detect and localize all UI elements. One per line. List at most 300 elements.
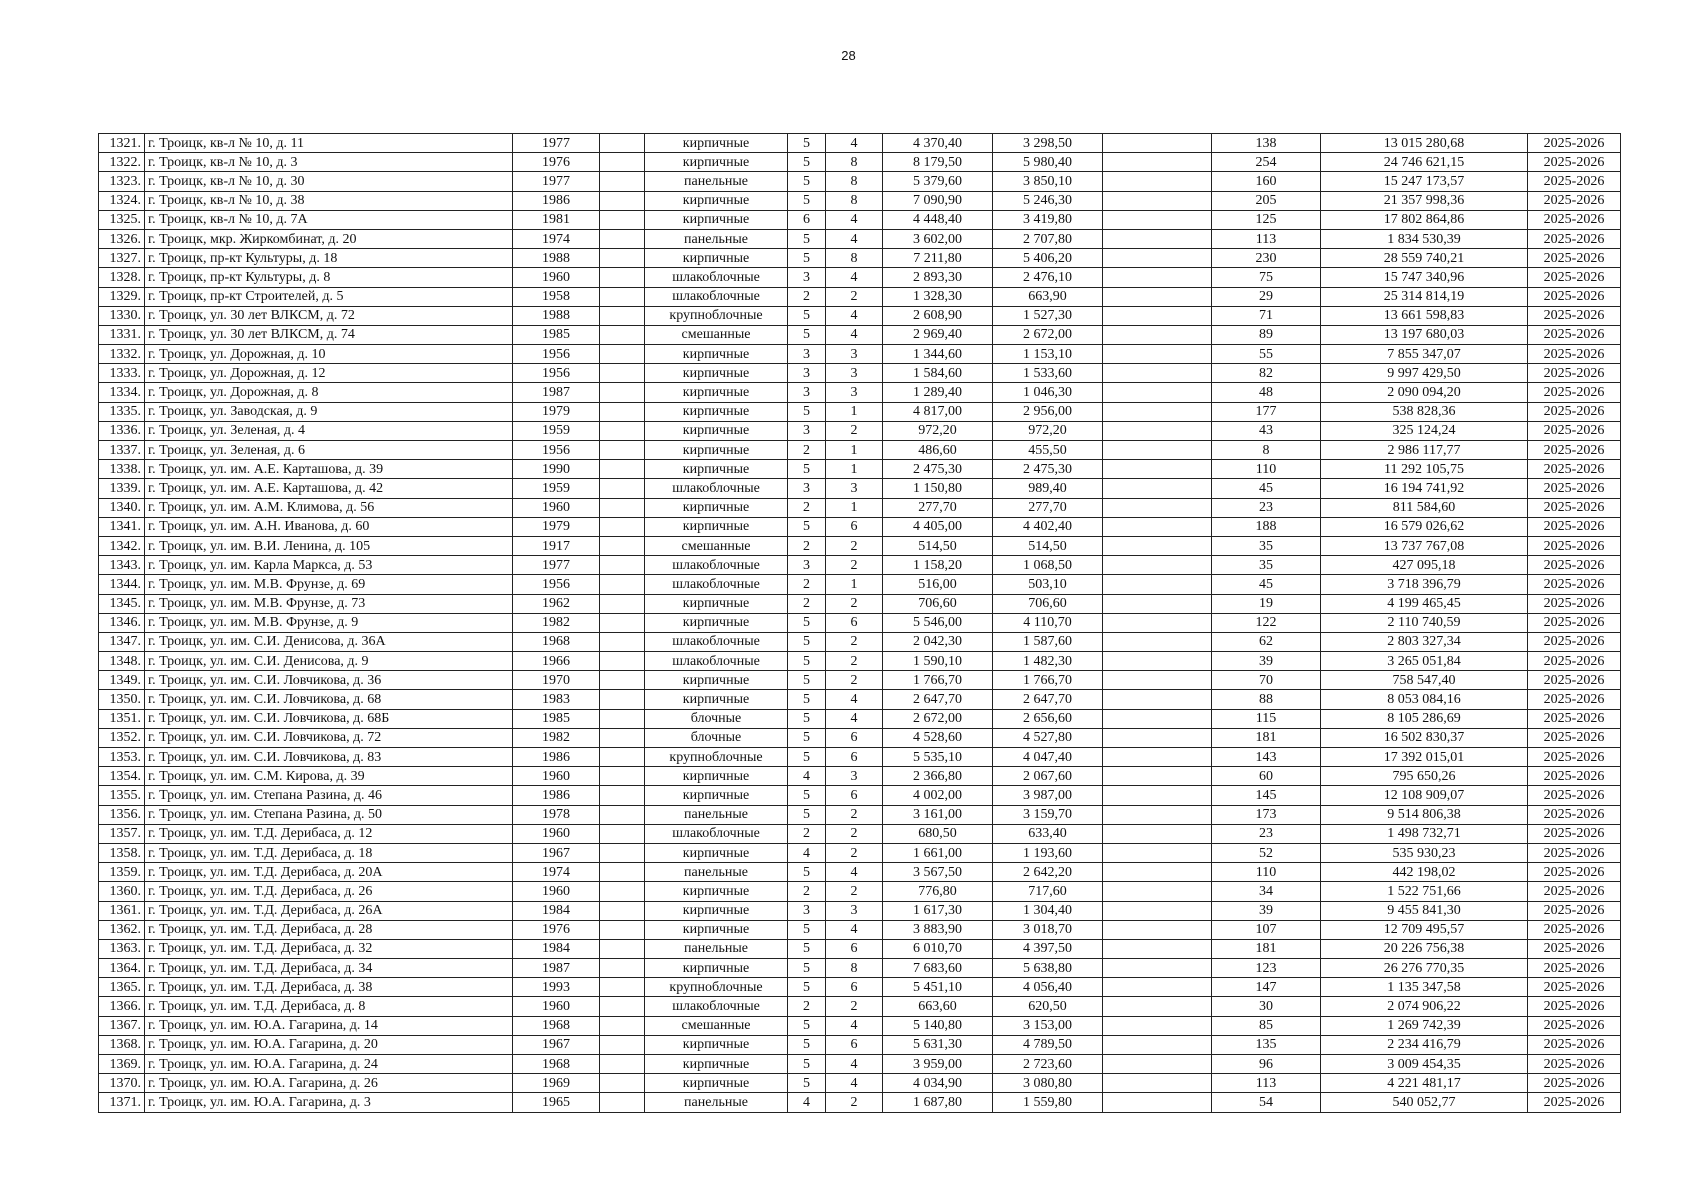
year-built-cell: 1968 <box>513 1055 600 1074</box>
wall-material-cell: кирпичные <box>645 153 788 172</box>
address-cell: г. Троицк, ул. им. Ю.А. Гагарина, д. 3 <box>145 1093 513 1112</box>
year-built-cell: 1966 <box>513 652 600 671</box>
total-area-cell: 1 158,20 <box>883 556 993 575</box>
entrances-cell: 6 <box>826 978 883 997</box>
table-row <box>99 364 1621 383</box>
wall-material-cell: смешанные <box>645 325 788 344</box>
residents-cell: 122 <box>1212 613 1321 632</box>
cost-cell: 11 292 105,75 <box>1321 460 1528 479</box>
empty-cell <box>1103 249 1212 268</box>
table-row <box>99 172 1621 191</box>
row-number-cell: 1358. <box>99 843 145 862</box>
housing-registry-table <box>98 133 1621 1113</box>
wall-material-cell: панельные <box>645 172 788 191</box>
year-built-cell: 1977 <box>513 556 600 575</box>
floors-cell: 5 <box>788 517 826 536</box>
address-cell: г. Троицк, ул. им. Степана Разина, д. 46 <box>145 786 513 805</box>
period-cell: 2025-2026 <box>1528 1074 1621 1093</box>
address-cell: г. Троицк, ул. им. С.И. Денисова, д. 36А <box>145 632 513 651</box>
empty-cell <box>600 1093 645 1112</box>
living-area-cell: 3 419,80 <box>993 210 1103 229</box>
residents-cell: 135 <box>1212 1035 1321 1054</box>
floors-cell: 5 <box>788 325 826 344</box>
floors-cell: 5 <box>788 613 826 632</box>
residents-cell: 23 <box>1212 824 1321 843</box>
entrances-cell: 4 <box>826 229 883 248</box>
table-row <box>99 229 1621 248</box>
empty-cell <box>600 421 645 440</box>
table-body <box>99 134 1621 1113</box>
row-number-cell: 1322. <box>99 153 145 172</box>
floors-cell: 3 <box>788 479 826 498</box>
cost-cell: 21 357 998,36 <box>1321 191 1528 210</box>
entrances-cell: 2 <box>826 882 883 901</box>
entrances-cell: 2 <box>826 671 883 690</box>
year-built-cell: 1958 <box>513 287 600 306</box>
empty-cell <box>600 575 645 594</box>
entrances-cell: 2 <box>826 594 883 613</box>
address-cell: г. Троицк, ул. им. Ю.А. Гагарина, д. 20 <box>145 1035 513 1054</box>
wall-material-cell: кирпичные <box>645 613 788 632</box>
empty-cell <box>600 767 645 786</box>
cost-cell: 8 053 084,16 <box>1321 690 1528 709</box>
wall-material-cell: шлакоблочные <box>645 268 788 287</box>
living-area-cell: 3 153,00 <box>993 1016 1103 1035</box>
address-cell: г. Троицк, ул. им. Ю.А. Гагарина, д. 14 <box>145 1016 513 1035</box>
residents-cell: 71 <box>1212 306 1321 325</box>
address-cell: г. Троицк, ул. им. Т.Д. Дерибаса, д. 8 <box>145 997 513 1016</box>
row-number-cell: 1336. <box>99 421 145 440</box>
row-number-cell: 1329. <box>99 287 145 306</box>
wall-material-cell: панельные <box>645 1093 788 1112</box>
empty-cell <box>600 210 645 229</box>
row-number-cell: 1366. <box>99 997 145 1016</box>
wall-material-cell: кирпичные <box>645 402 788 421</box>
empty-cell <box>1103 652 1212 671</box>
row-number-cell: 1331. <box>99 325 145 344</box>
empty-cell <box>1103 441 1212 460</box>
entrances-cell: 3 <box>826 383 883 402</box>
total-area-cell: 1 289,40 <box>883 383 993 402</box>
empty-cell <box>600 402 645 421</box>
residents-cell: 181 <box>1212 939 1321 958</box>
cost-cell: 1 522 751,66 <box>1321 882 1528 901</box>
residents-cell: 39 <box>1212 901 1321 920</box>
entrances-cell: 3 <box>826 345 883 364</box>
residents-cell: 110 <box>1212 863 1321 882</box>
cost-cell: 3 718 396,79 <box>1321 575 1528 594</box>
address-cell: г. Троицк, пр-кт Культуры, д. 8 <box>145 268 513 287</box>
residents-cell: 254 <box>1212 153 1321 172</box>
residents-cell: 85 <box>1212 1016 1321 1035</box>
address-cell: г. Троицк, ул. им. Т.Д. Дерибаса, д. 26А <box>145 901 513 920</box>
residents-cell: 160 <box>1212 172 1321 191</box>
period-cell: 2025-2026 <box>1528 268 1621 287</box>
empty-cell <box>600 959 645 978</box>
year-built-cell: 1982 <box>513 728 600 747</box>
empty-cell <box>1103 709 1212 728</box>
living-area-cell: 2 475,30 <box>993 460 1103 479</box>
entrances-cell: 2 <box>826 287 883 306</box>
table-row <box>99 920 1621 939</box>
table-row <box>99 134 1621 153</box>
year-built-cell: 1974 <box>513 229 600 248</box>
row-number-cell: 1364. <box>99 959 145 978</box>
wall-material-cell: кирпичные <box>645 767 788 786</box>
living-area-cell: 3 159,70 <box>993 805 1103 824</box>
living-area-cell: 4 056,40 <box>993 978 1103 997</box>
living-area-cell: 1 587,60 <box>993 632 1103 651</box>
wall-material-cell: кирпичные <box>645 364 788 383</box>
cost-cell: 2 803 327,34 <box>1321 632 1528 651</box>
empty-cell <box>600 997 645 1016</box>
table-row <box>99 997 1621 1016</box>
row-number-cell: 1370. <box>99 1074 145 1093</box>
living-area-cell: 2 067,60 <box>993 767 1103 786</box>
empty-cell <box>1103 690 1212 709</box>
floors-cell: 5 <box>788 402 826 421</box>
living-area-cell: 663,90 <box>993 287 1103 306</box>
residents-cell: 113 <box>1212 1074 1321 1093</box>
total-area-cell: 6 010,70 <box>883 939 993 958</box>
year-built-cell: 1974 <box>513 863 600 882</box>
empty-cell <box>600 728 645 747</box>
living-area-cell: 1 153,10 <box>993 345 1103 364</box>
entrances-cell: 8 <box>826 153 883 172</box>
cost-cell: 3 265 051,84 <box>1321 652 1528 671</box>
table-row <box>99 1055 1621 1074</box>
row-number-cell: 1346. <box>99 613 145 632</box>
entrances-cell: 4 <box>826 306 883 325</box>
period-cell: 2025-2026 <box>1528 690 1621 709</box>
entrances-cell: 6 <box>826 613 883 632</box>
cost-cell: 427 095,18 <box>1321 556 1528 575</box>
residents-cell: 43 <box>1212 421 1321 440</box>
floors-cell: 5 <box>788 671 826 690</box>
entrances-cell: 2 <box>826 1093 883 1112</box>
cost-cell: 811 584,60 <box>1321 498 1528 517</box>
cost-cell: 12 709 495,57 <box>1321 920 1528 939</box>
period-cell: 2025-2026 <box>1528 805 1621 824</box>
cost-cell: 538 828,36 <box>1321 402 1528 421</box>
year-built-cell: 1960 <box>513 997 600 1016</box>
empty-cell <box>600 1074 645 1093</box>
residents-cell: 107 <box>1212 920 1321 939</box>
living-area-cell: 2 672,00 <box>993 325 1103 344</box>
wall-material-cell: кирпичные <box>645 959 788 978</box>
table-row <box>99 460 1621 479</box>
empty-cell <box>600 134 645 153</box>
residents-cell: 23 <box>1212 498 1321 517</box>
total-area-cell: 4 405,00 <box>883 517 993 536</box>
floors-cell: 5 <box>788 652 826 671</box>
table-row <box>99 498 1621 517</box>
empty-cell <box>1103 939 1212 958</box>
empty-cell <box>1103 997 1212 1016</box>
row-number-cell: 1368. <box>99 1035 145 1054</box>
wall-material-cell: кирпичные <box>645 421 788 440</box>
floors-cell: 5 <box>788 690 826 709</box>
total-area-cell: 486,60 <box>883 441 993 460</box>
year-built-cell: 1965 <box>513 1093 600 1112</box>
living-area-cell: 2 656,60 <box>993 709 1103 728</box>
total-area-cell: 2 366,80 <box>883 767 993 786</box>
empty-cell <box>1103 843 1212 862</box>
empty-cell <box>1103 882 1212 901</box>
floors-cell: 5 <box>788 920 826 939</box>
entrances-cell: 4 <box>826 863 883 882</box>
residents-cell: 29 <box>1212 287 1321 306</box>
table-row <box>99 402 1621 421</box>
row-number-cell: 1350. <box>99 690 145 709</box>
living-area-cell: 3 018,70 <box>993 920 1103 939</box>
row-number-cell: 1347. <box>99 632 145 651</box>
table-row <box>99 153 1621 172</box>
total-area-cell: 2 475,30 <box>883 460 993 479</box>
cost-cell: 1 498 732,71 <box>1321 824 1528 843</box>
period-cell: 2025-2026 <box>1528 632 1621 651</box>
empty-cell <box>1103 536 1212 555</box>
table-row <box>99 536 1621 555</box>
year-built-cell: 1917 <box>513 536 600 555</box>
empty-cell <box>600 594 645 613</box>
address-cell: г. Троицк, ул. им. М.В. Фрунзе, д. 73 <box>145 594 513 613</box>
year-built-cell: 1984 <box>513 939 600 958</box>
table-row <box>99 383 1621 402</box>
total-area-cell: 277,70 <box>883 498 993 517</box>
empty-cell <box>1103 824 1212 843</box>
year-built-cell: 1986 <box>513 191 600 210</box>
residents-cell: 173 <box>1212 805 1321 824</box>
empty-cell <box>600 249 645 268</box>
cost-cell: 2 986 117,77 <box>1321 441 1528 460</box>
year-built-cell: 1979 <box>513 517 600 536</box>
residents-cell: 82 <box>1212 364 1321 383</box>
period-cell: 2025-2026 <box>1528 671 1621 690</box>
row-number-cell: 1359. <box>99 863 145 882</box>
address-cell: г. Троицк, ул. 30 лет ВЛКСМ, д. 74 <box>145 325 513 344</box>
empty-cell <box>1103 671 1212 690</box>
total-area-cell: 663,60 <box>883 997 993 1016</box>
entrances-cell: 8 <box>826 191 883 210</box>
empty-cell <box>1103 210 1212 229</box>
entrances-cell: 3 <box>826 364 883 383</box>
living-area-cell: 3 987,00 <box>993 786 1103 805</box>
entrances-cell: 4 <box>826 134 883 153</box>
cost-cell: 17 392 015,01 <box>1321 748 1528 767</box>
address-cell: г. Троицк, ул. им. Т.Д. Дерибаса, д. 18 <box>145 843 513 862</box>
residents-cell: 188 <box>1212 517 1321 536</box>
living-area-cell: 5 246,30 <box>993 191 1103 210</box>
floors-cell: 3 <box>788 383 826 402</box>
row-number-cell: 1325. <box>99 210 145 229</box>
wall-material-cell: крупноблочные <box>645 306 788 325</box>
entrances-cell: 3 <box>826 901 883 920</box>
residents-cell: 34 <box>1212 882 1321 901</box>
total-area-cell: 7 211,80 <box>883 249 993 268</box>
total-area-cell: 1 617,30 <box>883 901 993 920</box>
wall-material-cell: шлакоблочные <box>645 824 788 843</box>
empty-cell <box>600 843 645 862</box>
wall-material-cell: кирпичные <box>645 671 788 690</box>
address-cell: г. Троицк, ул. им. Т.Д. Дерибаса, д. 38 <box>145 978 513 997</box>
wall-material-cell: кирпичные <box>645 517 788 536</box>
wall-material-cell: крупноблочные <box>645 978 788 997</box>
row-number-cell: 1330. <box>99 306 145 325</box>
period-cell: 2025-2026 <box>1528 172 1621 191</box>
floors-cell: 3 <box>788 268 826 287</box>
table-row <box>99 652 1621 671</box>
empty-cell <box>600 709 645 728</box>
table-row <box>99 517 1621 536</box>
total-area-cell: 4 002,00 <box>883 786 993 805</box>
residents-cell: 35 <box>1212 556 1321 575</box>
living-area-cell: 2 476,10 <box>993 268 1103 287</box>
empty-cell <box>1103 172 1212 191</box>
year-built-cell: 1977 <box>513 172 600 191</box>
empty-cell <box>1103 383 1212 402</box>
address-cell: г. Троицк, ул. Зеленая, д. 4 <box>145 421 513 440</box>
wall-material-cell: блочные <box>645 728 788 747</box>
living-area-cell: 1 193,60 <box>993 843 1103 862</box>
wall-material-cell: смешанные <box>645 536 788 555</box>
floors-cell: 5 <box>788 249 826 268</box>
empty-cell <box>1103 920 1212 939</box>
total-area-cell: 1 766,70 <box>883 671 993 690</box>
wall-material-cell: блочные <box>645 709 788 728</box>
residents-cell: 125 <box>1212 210 1321 229</box>
period-cell: 2025-2026 <box>1528 843 1621 862</box>
period-cell: 2025-2026 <box>1528 901 1621 920</box>
period-cell: 2025-2026 <box>1528 325 1621 344</box>
period-cell: 2025-2026 <box>1528 882 1621 901</box>
total-area-cell: 7 683,60 <box>883 959 993 978</box>
period-cell: 2025-2026 <box>1528 460 1621 479</box>
empty-cell <box>1103 229 1212 248</box>
total-area-cell: 3 161,00 <box>883 805 993 824</box>
total-area-cell: 1 584,60 <box>883 364 993 383</box>
period-cell: 2025-2026 <box>1528 536 1621 555</box>
address-cell: г. Троицк, ул. им. Т.Д. Дерибаса, д. 12 <box>145 824 513 843</box>
period-cell: 2025-2026 <box>1528 421 1621 440</box>
wall-material-cell: шлакоблочные <box>645 652 788 671</box>
year-built-cell: 1988 <box>513 249 600 268</box>
total-area-cell: 1 344,60 <box>883 345 993 364</box>
cost-cell: 3 009 454,35 <box>1321 1055 1528 1074</box>
entrances-cell: 3 <box>826 767 883 786</box>
entrances-cell: 3 <box>826 479 883 498</box>
residents-cell: 54 <box>1212 1093 1321 1112</box>
row-number-cell: 1369. <box>99 1055 145 1074</box>
empty-cell <box>1103 191 1212 210</box>
living-area-cell: 717,60 <box>993 882 1103 901</box>
total-area-cell: 706,60 <box>883 594 993 613</box>
period-cell: 2025-2026 <box>1528 153 1621 172</box>
cost-cell: 9 997 429,50 <box>1321 364 1528 383</box>
wall-material-cell: шлакоблочные <box>645 997 788 1016</box>
living-area-cell: 503,10 <box>993 575 1103 594</box>
table-row <box>99 863 1621 882</box>
table-row <box>99 613 1621 632</box>
table-row <box>99 306 1621 325</box>
year-built-cell: 1977 <box>513 134 600 153</box>
empty-cell <box>1103 805 1212 824</box>
empty-cell <box>600 479 645 498</box>
row-number-cell: 1323. <box>99 172 145 191</box>
empty-cell <box>600 786 645 805</box>
residents-cell: 96 <box>1212 1055 1321 1074</box>
living-area-cell: 3 080,80 <box>993 1074 1103 1093</box>
floors-cell: 2 <box>788 594 826 613</box>
table-row <box>99 479 1621 498</box>
period-cell: 2025-2026 <box>1528 345 1621 364</box>
empty-cell <box>600 939 645 958</box>
wall-material-cell: панельные <box>645 229 788 248</box>
address-cell: г. Троицк, ул. им. Ю.А. Гагарина, д. 26 <box>145 1074 513 1093</box>
residents-cell: 35 <box>1212 536 1321 555</box>
year-built-cell: 1986 <box>513 748 600 767</box>
floors-cell: 2 <box>788 824 826 843</box>
year-built-cell: 1960 <box>513 882 600 901</box>
empty-cell <box>1103 767 1212 786</box>
address-cell: г. Троицк, ул. Дорожная, д. 10 <box>145 345 513 364</box>
floors-cell: 3 <box>788 364 826 383</box>
row-number-cell: 1357. <box>99 824 145 843</box>
total-area-cell: 2 672,00 <box>883 709 993 728</box>
total-area-cell: 2 893,30 <box>883 268 993 287</box>
living-area-cell: 4 110,70 <box>993 613 1103 632</box>
floors-cell: 4 <box>788 843 826 862</box>
empty-cell <box>600 748 645 767</box>
empty-cell <box>600 325 645 344</box>
total-area-cell: 5 546,00 <box>883 613 993 632</box>
wall-material-cell: кирпичные <box>645 383 788 402</box>
residents-cell: 138 <box>1212 134 1321 153</box>
floors-cell: 2 <box>788 536 826 555</box>
row-number-cell: 1328. <box>99 268 145 287</box>
empty-cell <box>600 671 645 690</box>
empty-cell <box>600 153 645 172</box>
floors-cell: 5 <box>788 134 826 153</box>
table-row <box>99 748 1621 767</box>
entrances-cell: 2 <box>826 824 883 843</box>
living-area-cell: 633,40 <box>993 824 1103 843</box>
row-number-cell: 1365. <box>99 978 145 997</box>
floors-cell: 5 <box>788 1016 826 1035</box>
period-cell: 2025-2026 <box>1528 748 1621 767</box>
row-number-cell: 1326. <box>99 229 145 248</box>
table-row <box>99 556 1621 575</box>
address-cell: г. Троицк, кв-л № 10, д. 3 <box>145 153 513 172</box>
residents-cell: 52 <box>1212 843 1321 862</box>
row-number-cell: 1360. <box>99 882 145 901</box>
period-cell: 2025-2026 <box>1528 728 1621 747</box>
residents-cell: 147 <box>1212 978 1321 997</box>
empty-cell <box>1103 978 1212 997</box>
empty-cell <box>1103 153 1212 172</box>
total-area-cell: 2 647,70 <box>883 690 993 709</box>
year-built-cell: 1960 <box>513 268 600 287</box>
table-row <box>99 210 1621 229</box>
period-cell: 2025-2026 <box>1528 824 1621 843</box>
empty-cell <box>1103 728 1212 747</box>
empty-cell <box>1103 134 1212 153</box>
address-cell: г. Троицк, кв-л № 10, д. 11 <box>145 134 513 153</box>
total-area-cell: 3 602,00 <box>883 229 993 248</box>
row-number-cell: 1356. <box>99 805 145 824</box>
floors-cell: 5 <box>788 786 826 805</box>
period-cell: 2025-2026 <box>1528 364 1621 383</box>
